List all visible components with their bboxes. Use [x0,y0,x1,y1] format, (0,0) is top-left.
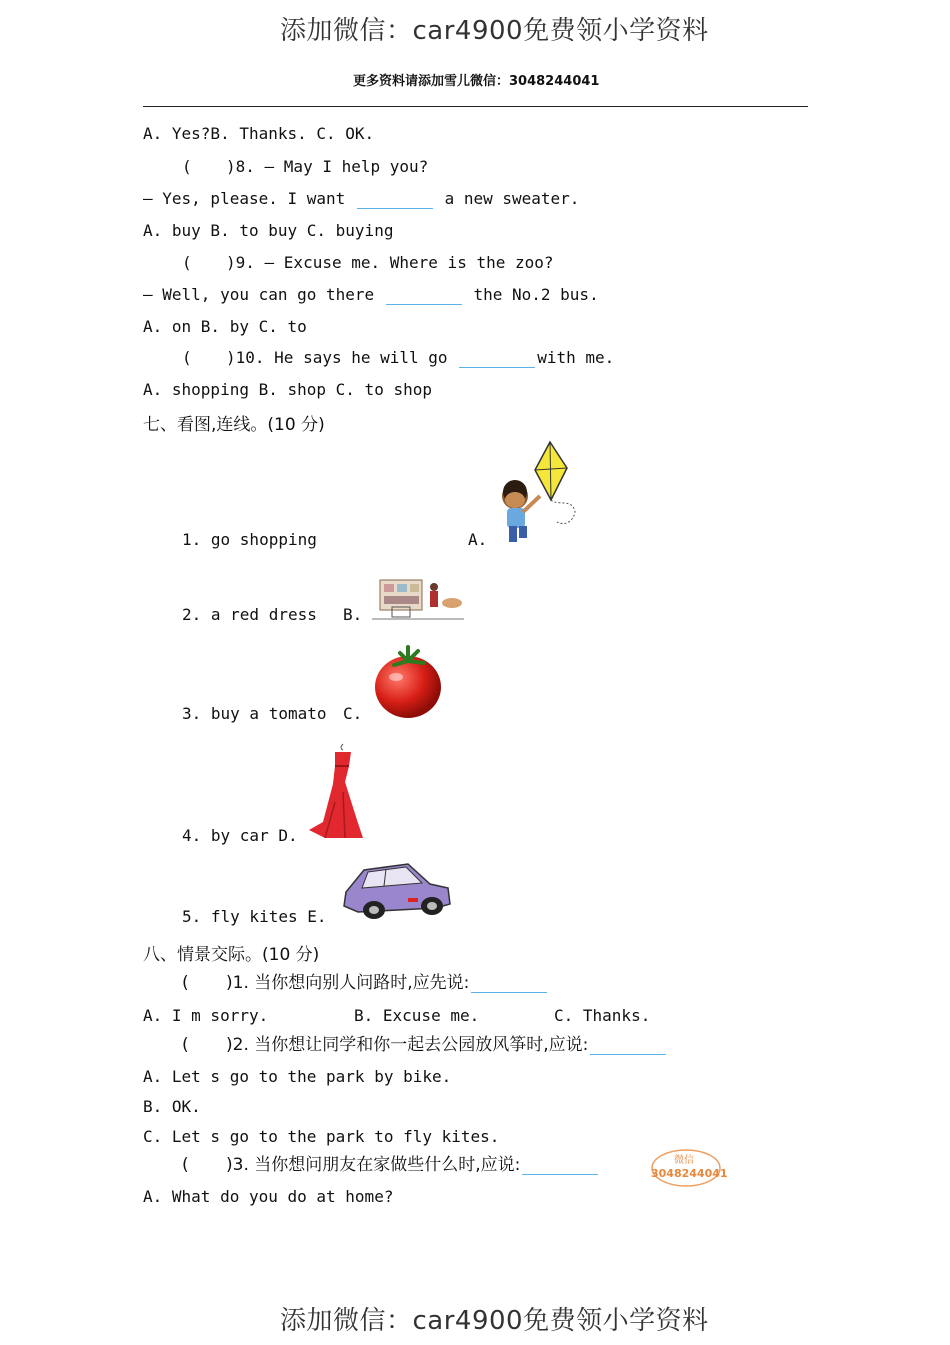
match-item-1: 1. go shopping [182,530,317,549]
q8-question: )8. — May I help you? [226,157,429,176]
q9-answer-line [143,285,599,305]
q8-answer-part2: a new sweater. [444,189,580,208]
section8-title: 八、情景交际。(10 分) [143,945,320,965]
q10-question-end: with me. [537,348,615,367]
answer-paren[interactable]: ( [182,1035,189,1055]
q8-line [182,157,428,177]
fill-blank[interactable] [471,976,547,993]
s8-q3-opt-a: A. What do you do at home? [143,1187,394,1206]
answer-paren[interactable]: ( [182,253,192,272]
q7-options: A. Yes?B. Thanks. C. OK. [143,124,375,143]
match-item-2: 2. a red dress [182,605,317,624]
match-item-4: 4. by car D. [182,826,298,845]
stamp-number: 3048244041 [651,1167,728,1180]
s8-q3-question: )3. 当你想问朋友在家做些什么时,应说: [226,1155,521,1175]
q9-answer-part1: — Well, you can go there [143,285,375,304]
s8-q1-opt-a: A. I m sorry. [143,1006,269,1025]
header-divider [143,106,808,107]
s8-q2-opt-a: A. Let s go to the park by bike. [143,1067,452,1086]
q8-options: A. buy B. to buy C. buying [143,221,394,240]
kite-boy-picture [495,440,580,548]
watermark-bottom: 添加微信：car4900免费领小学资料 [280,1306,709,1336]
match-letter-a: A. [468,530,488,549]
stamp-top-text: 微信 [674,1155,694,1166]
s8-q1-question: )1. 当你想向别人问路时,应先说: [226,973,470,993]
contact-subline: 更多资料请添加雪儿微信：3048244041 [353,74,600,89]
fill-blank[interactable] [459,351,535,368]
answer-paren[interactable]: ( [182,973,189,993]
s8-q3-line [182,1155,600,1175]
q10-question: )10. He says he will go [226,348,448,367]
wechat-stamp [650,1148,728,1188]
tomato-picture [372,643,444,721]
match-item-3: 3. buy a tomato [182,704,327,723]
q10-options: A. shopping B. shop C. to shop [143,380,432,399]
answer-paren[interactable]: ( [182,348,192,367]
s8-q1-opt-c: C. Thanks. [554,1006,651,1025]
s8-q2-line [182,1035,668,1055]
match-letter-c: C. [343,704,363,723]
match-letter-b: B. [343,605,363,624]
section7-title: 七、看图,连线。(10 分) [143,415,325,435]
q9-answer-part2: the No.2 bus. [473,285,599,304]
s8-q2-opt-b: B. OK. [143,1097,201,1116]
q8-answer-part1: — Yes, please. I want [143,189,346,208]
fill-blank[interactable] [386,288,462,305]
watermark-top: 添加微信：car4900免费领小学资料 [280,16,709,46]
shop-picture [372,575,464,623]
s8-q2-opt-c: C. Let s go to the park to fly kites. [143,1127,500,1146]
s8-q2-question: )2. 当你想让同学和你一起去公园放风筝时,应说: [226,1035,589,1055]
answer-paren[interactable]: ( [182,1155,189,1175]
q9-options: A. on B. by C. to [143,317,307,336]
s8-q1-line [182,973,549,993]
fill-blank[interactable] [357,192,433,209]
q8-answer-line [143,189,579,209]
purple-car-picture [338,856,454,922]
fill-blank[interactable] [522,1158,598,1175]
match-item-5: 5. fly kites E. [182,907,327,926]
q9-question: )9. — Excuse me. Where is the zoo? [226,253,554,272]
q9-line [182,253,554,273]
red-dress-picture [305,742,365,842]
s8-q1-opt-b: B. Excuse me. [354,1006,480,1025]
fill-blank[interactable] [590,1038,666,1055]
q10-line [182,348,614,368]
answer-paren[interactable]: ( [182,157,192,176]
